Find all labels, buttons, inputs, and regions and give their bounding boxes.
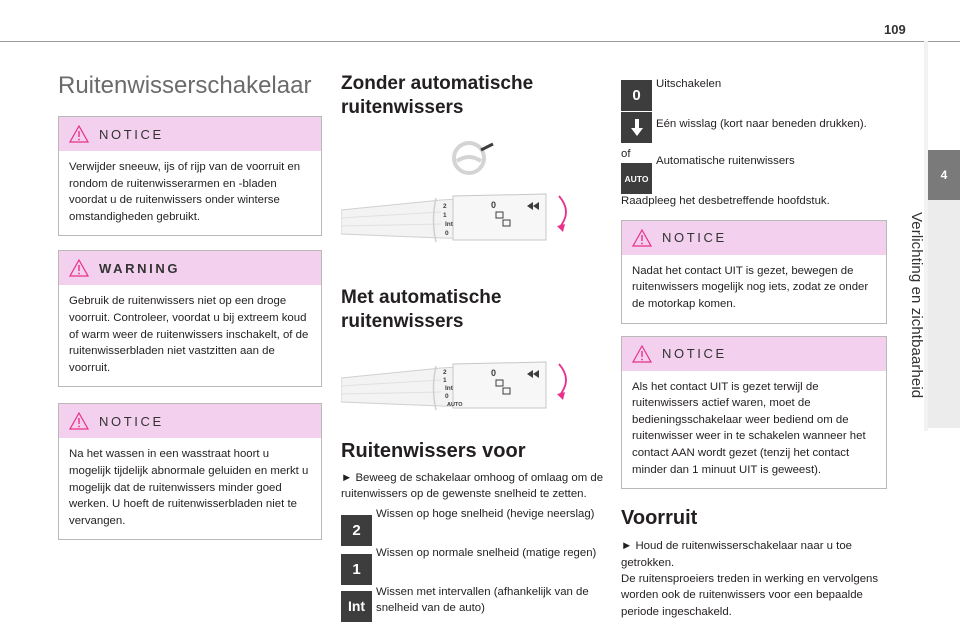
windscreen-text-1: ► Houd de ruitenwisserschakelaar naar u toe getrokken.: [621, 540, 852, 569]
lever-mark: AUTO: [447, 402, 463, 408]
svg-text:0: 0: [491, 368, 497, 378]
notice-header: [59, 404, 321, 438]
speed-2-icon: 2: [341, 515, 372, 546]
warning-triangle-icon: [69, 125, 89, 143]
speed-2-text: Wissen op hoge snelheid (hevige neerslag): [376, 507, 595, 520]
front-intro-text: ► Beweeg de schakelaar omhoog of omlaag om de ruitenwissers op de gewenste snelheid te zetten.: [341, 472, 604, 501]
off-row: [621, 76, 887, 111]
warning-triangle-icon: [69, 259, 89, 277]
speed-int-text: Wissen met intervallen (afhankelijk van de snelheid van de auto): [376, 585, 589, 614]
arrow-down-icon: [629, 118, 645, 138]
lever-mark: 1: [443, 377, 447, 384]
auto-row: [621, 153, 887, 194]
see-chapter-text: Raadpleeg het desbetreffende hoofdstuk.: [621, 195, 830, 208]
column-middle: [341, 72, 606, 622]
notice-header: [622, 337, 886, 371]
speed-int-icon: Int: [341, 591, 372, 622]
wiper-stalk-auto-illustration: [341, 350, 606, 420]
auto-icon: AUTO: [621, 163, 652, 194]
heading-windscreen: Voorruit: [621, 507, 698, 530]
column-left: [58, 60, 322, 540]
warning-triangle-icon: [632, 229, 652, 247]
notice-header: [622, 221, 886, 255]
svg-text:0: 0: [491, 200, 497, 210]
windscreen-text-2: De ruitensproeiers treden in werking en vervolgens worden ook de ruitenwissers voor een bepaalde periode ingeschakeld.: [621, 572, 879, 618]
warning-label: WARNING: [99, 260, 181, 276]
notice-header: [59, 117, 321, 151]
speed-row-1: [341, 544, 606, 585]
lever-mark: 1: [443, 212, 447, 219]
heading-with-auto: Met automatische ruitenwissers: [341, 287, 502, 332]
speed-row-2: [341, 505, 606, 546]
notice-box-3: [621, 220, 887, 324]
off-text: Uitschakelen: [656, 78, 722, 90]
speed-1-text: Wissen op normale snelheid (matige regen): [376, 546, 597, 559]
auto-text: Automatische ruitenwissers: [656, 155, 795, 168]
lever-mark: 0: [445, 230, 449, 237]
notice-box-4: [621, 336, 887, 490]
header-rule: [0, 41, 960, 42]
page-title: Ruitenwisserschakelaar: [58, 72, 312, 99]
notice-box-1: [58, 116, 322, 236]
warning-header: [59, 251, 321, 285]
lever-mark: 2: [443, 369, 447, 376]
notice-box-2: [58, 403, 322, 540]
heading-without-auto: Zonder automatische ruitenwissers: [341, 73, 534, 118]
column-right: [621, 76, 887, 620]
single-wipe-icon: [621, 112, 652, 143]
lever-mark: Int: [445, 385, 453, 392]
single-wipe-text: Eén wisslag (kort naar beneden drukken).: [656, 118, 867, 130]
notice-label: NOTICE: [662, 230, 727, 246]
speed-1-icon: 1: [341, 554, 372, 585]
notice-text: Na het wassen in een wasstraat hoort u mogelijk tijdelijk abnormale geluiden en merkt u mogelijk dat de ruitenwissers minder goed werken. U hoeft de ruitenwisserbladen niet te vervangen.: [69, 448, 309, 527]
notice-label: NOTICE: [99, 126, 164, 142]
speed-row-int: [341, 583, 606, 622]
or-text: of: [621, 148, 631, 160]
notice-text: Nadat het contact UIT is gezet, bewegen de ruitenwissers mogelijk nog iets, zodat ze onder de motorkap komen.: [632, 264, 869, 310]
notice-label: NOTICE: [99, 413, 164, 429]
notice-label: NOTICE: [662, 346, 727, 362]
lever-mark: 0: [445, 393, 449, 400]
notice-text: Verwijder sneeuw, ijs of rijp van de voorruit en rondom de ruitenwisserarmen en -bladen voordat u de ruitenwissers onder winterse omstandigheden gebruikt.: [69, 161, 301, 223]
warning-triangle-icon: [632, 345, 652, 363]
warning-triangle-icon: [69, 412, 89, 430]
lever-mark: 2: [443, 203, 447, 210]
warning-text: Gebruik de ruitenwissers niet op een droge voorruit. Controleer, voordat u bij extreem koud of warm weer de ruitenwissers inschakelt, of de ruitenwisserbladen niet vastzitten aan de voorruit.: [69, 295, 309, 374]
chapter-tab[interactable]: 4: [928, 150, 960, 200]
wiper-stalk-manual-illustration: [341, 182, 606, 252]
off-icon: 0: [621, 80, 652, 111]
heading-front-wipers: Ruitenwissers voor: [341, 440, 526, 462]
page-number: 109: [884, 22, 906, 37]
chapter-tab-band: [928, 200, 960, 428]
steering-wheel-icon: [341, 134, 606, 182]
notice-text: Als het contact UIT is gezet terwijl de ruitenwissers actief waren, moet de bedieningsschakelaar weer bediend om de ruitenwisser weer in te schakelen wanneer het contact AAN wordt gezet (tenzij het contact minder dan 1 minuut UIT is geweest).: [632, 380, 866, 476]
lever-mark: Int: [445, 221, 453, 228]
chapter-title: Verlichting en zichtbaarheid: [908, 212, 925, 399]
warning-box: [58, 250, 322, 387]
single-wipe-row: [621, 112, 887, 143]
